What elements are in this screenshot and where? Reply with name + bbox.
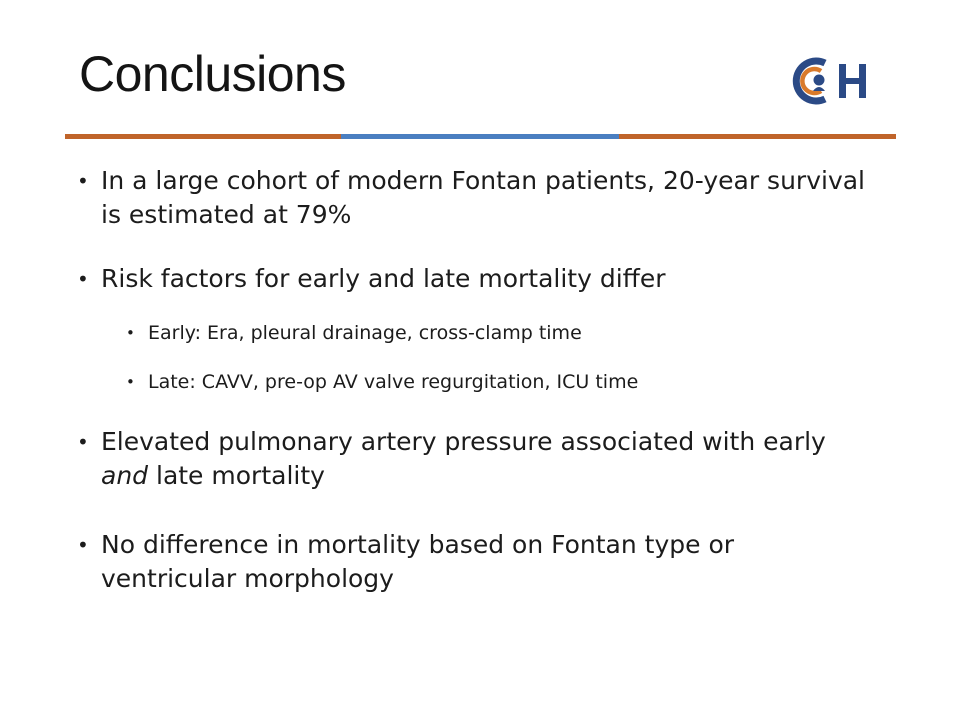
bullet-dot-icon: • — [77, 430, 89, 454]
bullet-dot-icon: • — [126, 324, 135, 342]
sub-bullet-item — [126, 320, 868, 347]
slide-title: Conclusions — [79, 46, 346, 102]
bullet-dot-icon: • — [126, 373, 135, 391]
bullet-item — [77, 425, 876, 493]
sub-bullet-text: Early: Era, pleural drainage, cross-clamp time — [148, 322, 582, 344]
bullet-item — [77, 164, 876, 232]
bullet-item — [77, 262, 876, 296]
bullet-text: Risk factors for early and late mortality differ — [101, 264, 666, 293]
bullet-dot-icon: • — [77, 169, 89, 193]
bullet-dot-icon: • — [77, 533, 89, 557]
bullet-dot-icon: • — [77, 267, 89, 291]
bullet-text: In a large cohort of modern Fontan patients, 20-year survival is estimated at 79% — [101, 166, 866, 229]
bullet-text: Elevated pulmonary artery pressure associated with early and late mortality — [101, 427, 826, 490]
sub-bullet-text: Late: CAVV, pre-op AV valve regurgitation, ICU time — [148, 371, 639, 393]
sub-bullet-item — [126, 369, 868, 396]
bullet-item — [77, 528, 876, 596]
bullet-text: No difference in mortality based on Fontan type or ventricular morphology — [101, 530, 735, 593]
